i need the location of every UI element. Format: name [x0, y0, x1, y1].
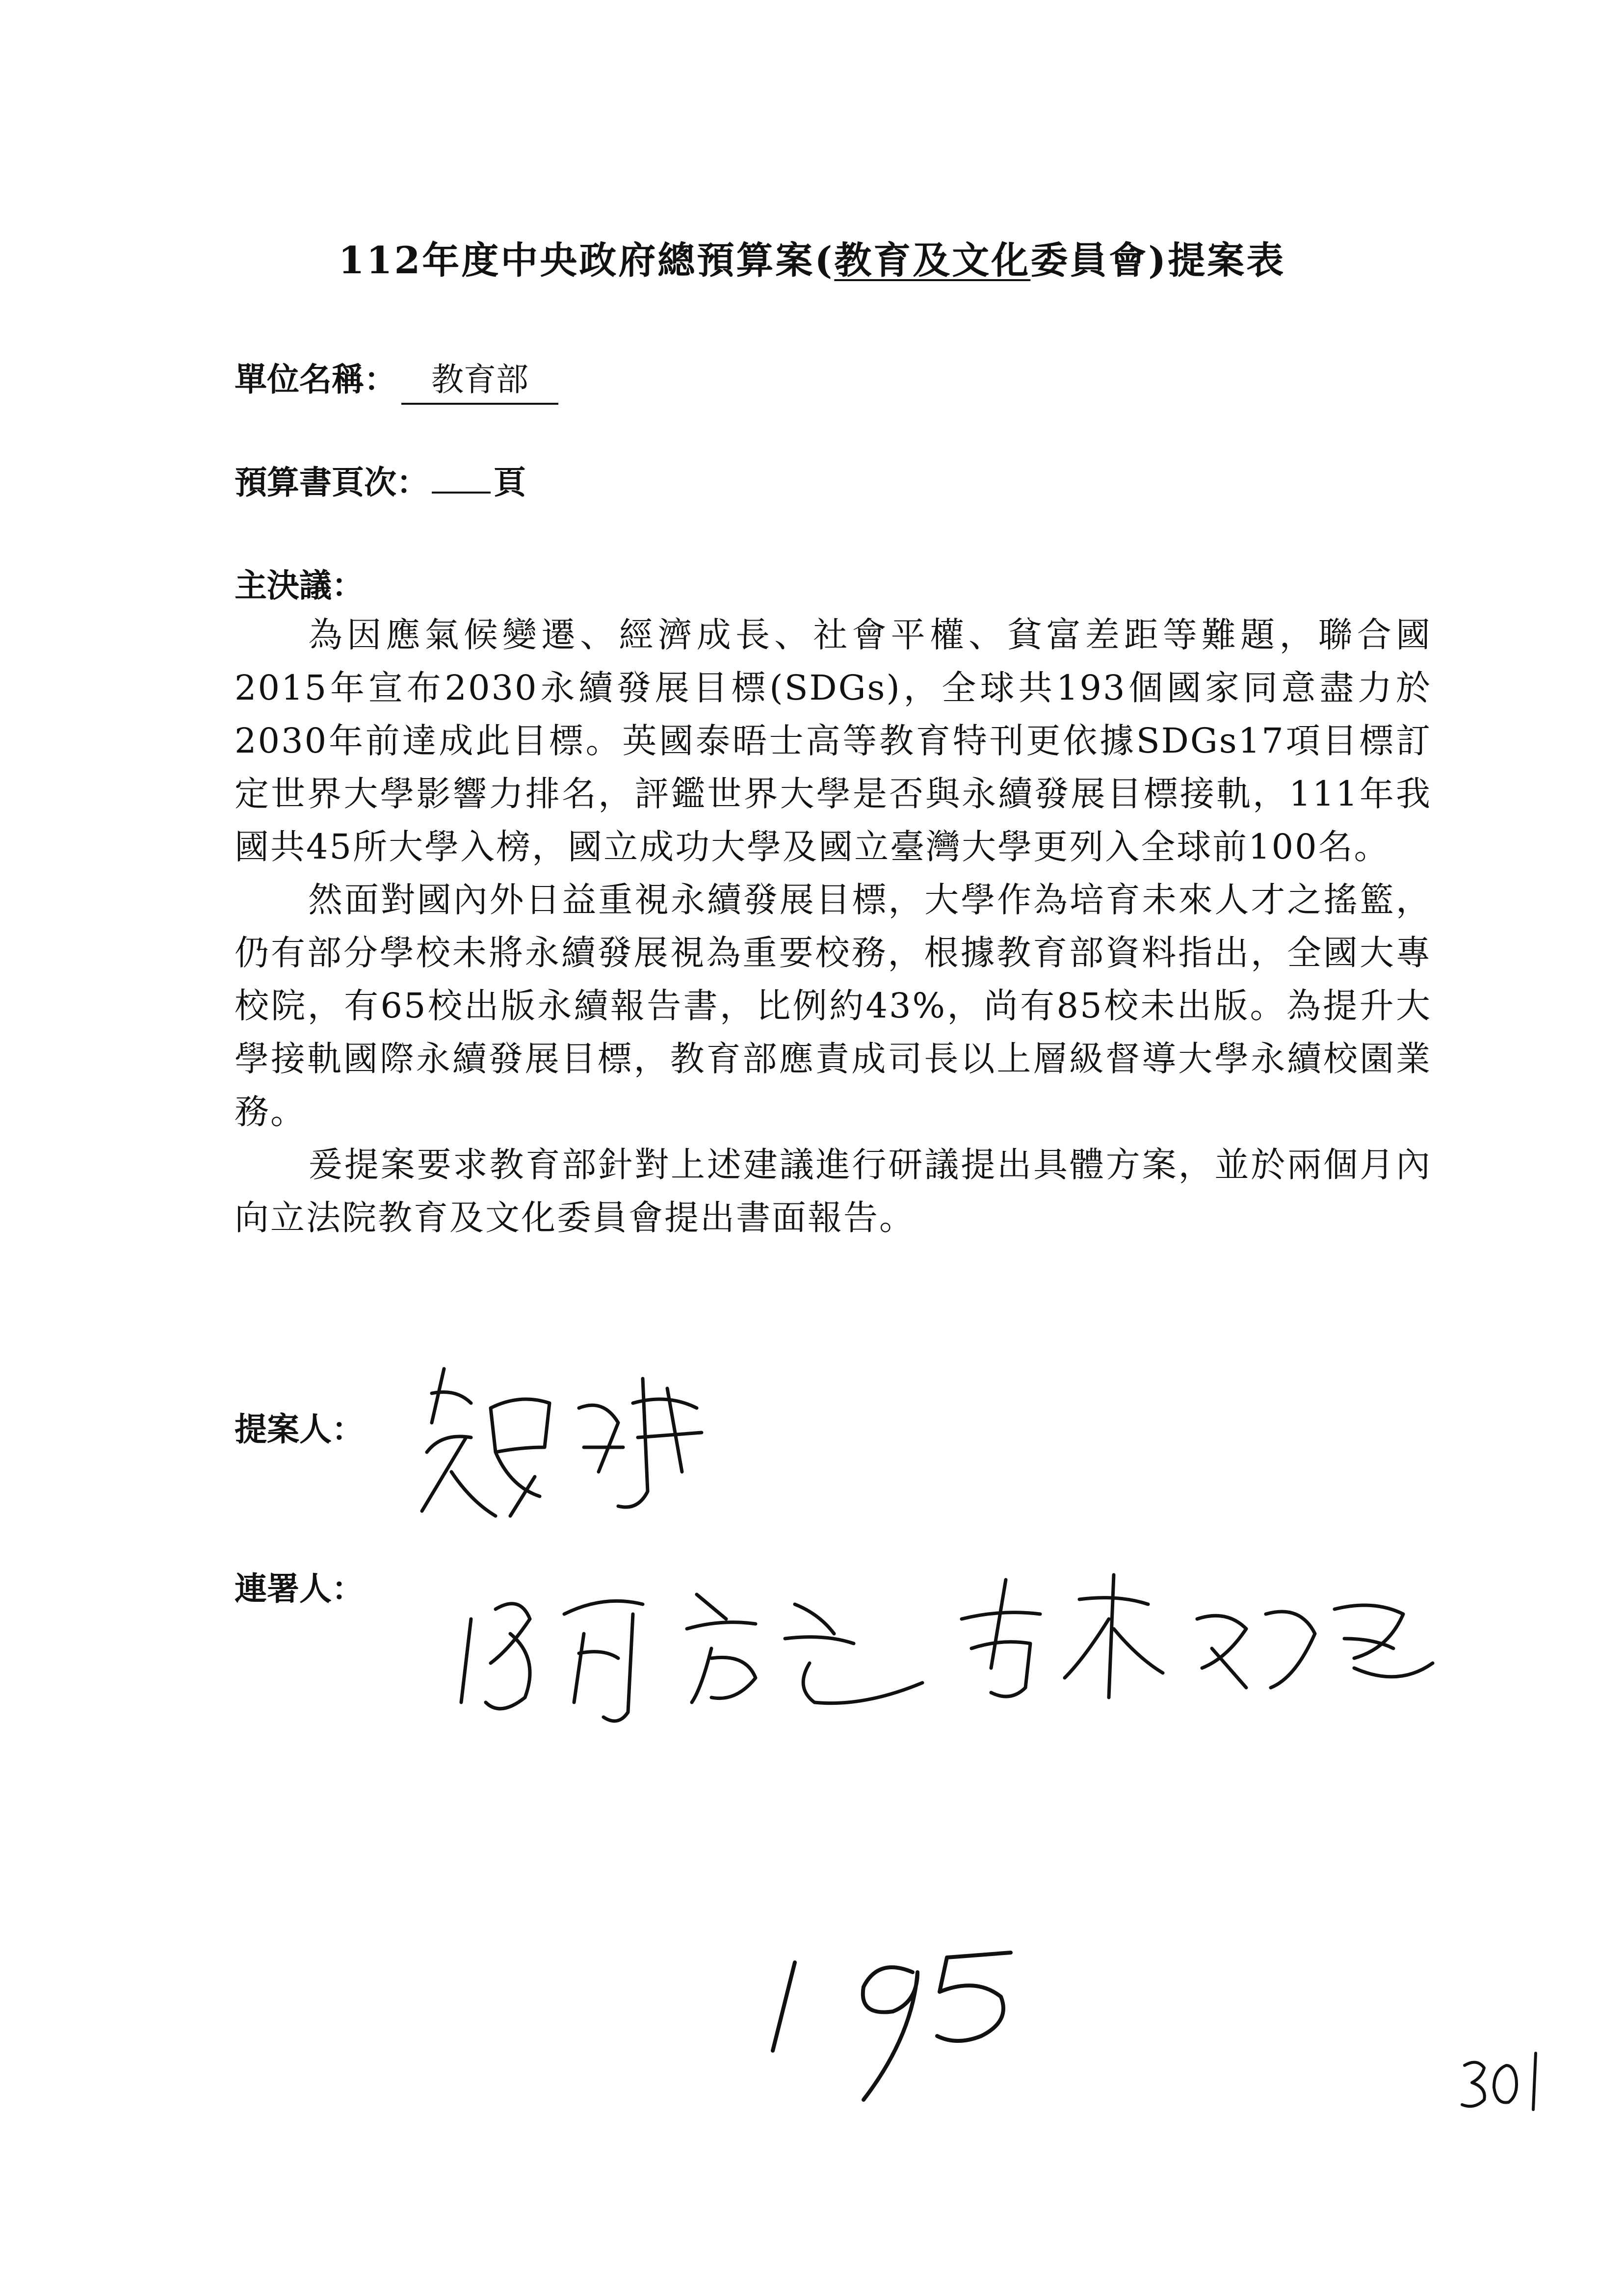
title-committee: 教育及文化 — [834, 238, 1031, 282]
cosigner-signatures — [461, 1575, 1433, 1721]
cosigners-label: 連署人： — [235, 1569, 364, 1608]
handwritten-corner-number — [1462, 2053, 1536, 2110]
unit-value: 教育部 — [401, 353, 558, 405]
budget-page-suffix: 頁 — [494, 463, 526, 501]
unit-label: 單位名稱： — [235, 360, 396, 398]
budget-page-label: 預算書頁次： — [235, 463, 429, 501]
title-suffix: 委員會)提案表 — [1030, 238, 1286, 282]
resolution-label: 主決議： — [235, 566, 364, 604]
resolution-paragraph: 然面對國內外日益重視永續發展目標，大學作為培育未來人才之搖籃，仍有部分學校未將永續發展視為重要校務，根據教育部資料指出，全國大專校院，有65校出版永續報告書，比例約43%，尚有85校未出版。為提升大學接軌國際永續發展目標，教育部應責成司長以上層級督導大學永續校園業務。 — [235, 880, 1432, 1132]
proposer-signature — [422, 1369, 702, 1516]
proposer-label: 提案人： — [235, 1410, 364, 1448]
resolution-paragraph: 為因應氣候變遷、經濟成長、社會平權、貧富差距等難題，聯合國2015年宣布2030永續發展目標(SDGs)，全球共193個國家同意盡力於2030年前達成此目標。英國泰晤士高等教育特刊更依據SDGs17項目標訂定世界大學影響力排名，評鑑世界大學是否與永續發展目標接軌，111年我國共45所大學入榜，國立成功大學及國立臺灣大學更列入全球前100名。 — [235, 615, 1432, 867]
resolution-paragraph: 爰提案要求教育部針對上述建議進行研議提出具體方案，並於兩個月內向立法院教育及文化委員會提出書面報告。 — [235, 1145, 1432, 1238]
title-prefix: 112年度中央政府總預算案( — [338, 238, 835, 282]
handwritten-page-number — [773, 1953, 1011, 2100]
